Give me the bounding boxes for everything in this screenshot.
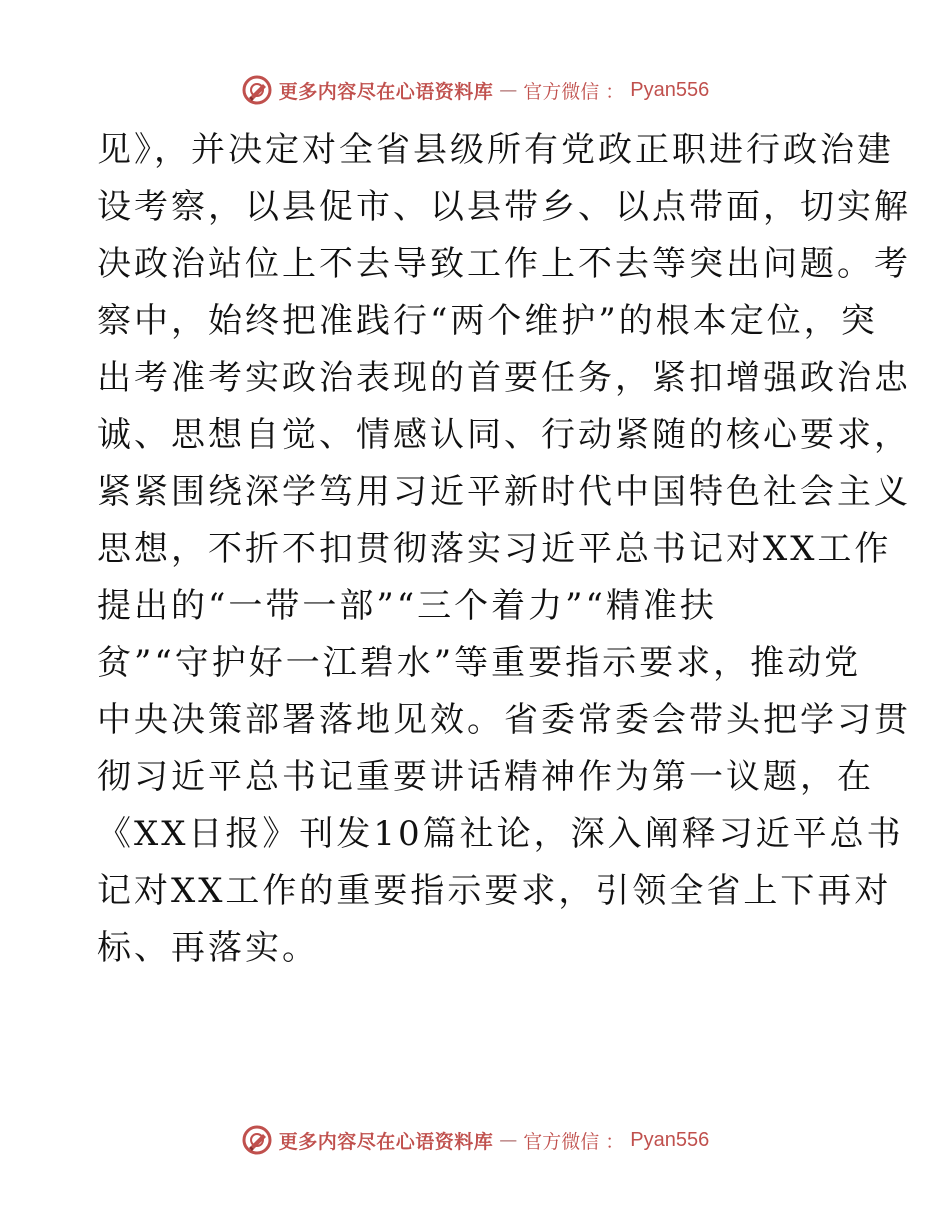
body-line: 出考准考实政治表现的首要任务，紧扣增强政治忠 (97, 358, 911, 398)
header-wechat-label: 官方微信 (523, 80, 600, 103)
body-line: 标、再落实。 (97, 928, 319, 968)
header-watermark-banner (0, 70, 950, 110)
footer-wechat-id: Pyan556 (630, 1128, 710, 1151)
footer-watermark-banner (0, 1120, 950, 1160)
pen-nib-logo-icon (241, 74, 273, 106)
body-line: 贫”“守护好一江碧水”等重要指示要求，推动党 (97, 643, 862, 683)
body-line: 诚、思想自觉、情感认同、行动紧随的核心要求， (97, 415, 911, 455)
body-line: 思想，不折不扣贯彻落实习近平总书记对XX工作 (97, 529, 892, 569)
body-line: 决政治站位上不去导致工作上不去等突出问题。考 (97, 244, 911, 284)
body-line: 《XX日报》刊发10篇社论，深入阐释习近平总书 (97, 814, 904, 854)
body-line: 见》，并决定对全省县级所有党政正职进行政治建 (97, 130, 894, 170)
body-line: 紧紧围绕深学笃用习近平新时代中国特色社会主义 (97, 472, 911, 512)
body-line: 彻习近平总书记重要讲话精神作为第一议题，在 (97, 757, 874, 797)
footer-banner-text: 更多内容尽在心语资料库 (278, 1130, 494, 1153)
header-wechat-id: Pyan556 (630, 78, 710, 101)
footer-wechat-label: 官方微信 (523, 1130, 600, 1153)
body-line: 提出的“一带一部”“三个着力”“精准扶 (97, 586, 717, 626)
body-line: 设考察，以县促市、以县带乡、以点带面，切实解 (97, 187, 911, 227)
body-line: 中央决策部署落地见效。省委常委会带头把学习贯 (97, 700, 911, 740)
body-line: 记对XX工作的重要指示要求，引领全省上下再对 (97, 871, 892, 911)
header-banner-text: 更多内容尽在心语资料库 (278, 80, 494, 103)
footer-wechat-colon: ： (605, 1130, 625, 1153)
header-banner-separator: — (499, 79, 518, 101)
body-line: 察中，始终把准践行“两个维护”的根本定位，突 (97, 301, 878, 341)
footer-banner-separator: — (499, 1129, 518, 1151)
pen-nib-logo-icon (241, 1124, 273, 1156)
header-wechat-colon: ： (605, 80, 625, 103)
document-body (97, 122, 911, 977)
